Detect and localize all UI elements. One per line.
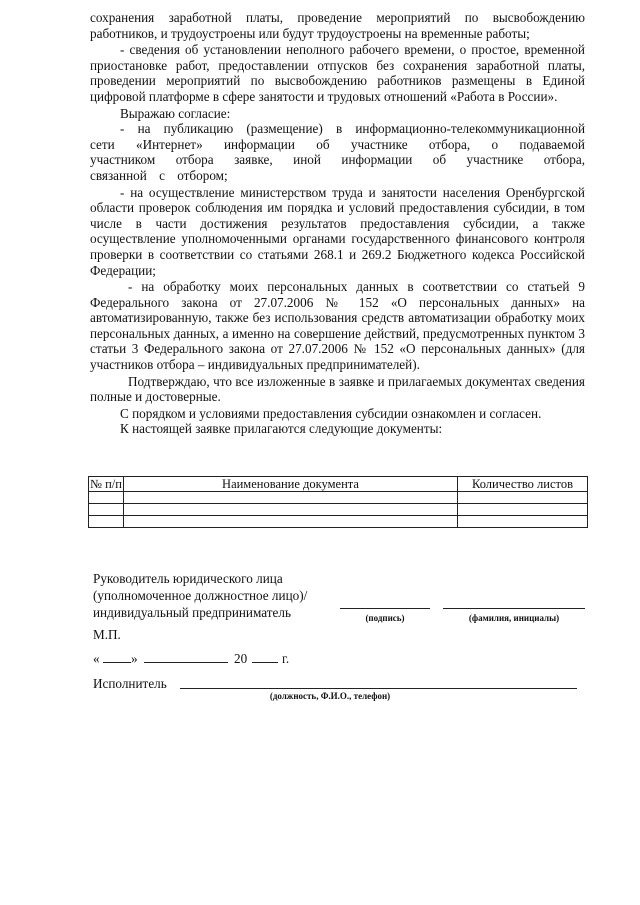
header-document-name: Наименование документа	[124, 477, 458, 492]
year-line	[252, 662, 278, 663]
signature-line	[340, 608, 430, 609]
table-row	[89, 504, 588, 516]
name-line	[443, 608, 585, 609]
day-line	[103, 662, 131, 663]
signature-label-1: Руководитель юридического лица	[93, 571, 283, 586]
date-close-quote: »	[131, 651, 138, 666]
paragraph-salary: сохранения заработной платы, проведение мероприятий по высвобождению работников, и трудоустроены или будут трудоустроены на временные работы;	[90, 10, 585, 41]
month-line	[144, 662, 228, 663]
document-body	[90, 10, 585, 437]
executor-label: Исполнитель	[93, 676, 167, 691]
paragraph-confirmation: Подтверждаю, что все изложенные в заявке и прилагаемых документах сведения полные и достоверные.	[90, 373, 585, 405]
header-sheet-count: Количество листов	[458, 477, 588, 492]
documents-table	[88, 476, 588, 528]
paragraph-consent-inspections: - на осуществление министерством труда и занятости населения Оренбургской области проверок соблюдения им порядка и условий предоставления субсидии, в том числе в части достижения результатов предоставления субсидии, а также осуществление уполномоченными органами государственного финансового контроля проверки в соответствии со статьями 268.1 и 269.2 Бюджетного кодекса Российской Федерации;	[90, 184, 585, 278]
table-row	[89, 492, 588, 504]
signature-label-2: (уполномоченное должностное лицо)/	[93, 588, 308, 603]
caption-executor: (должность, Ф.И.О., телефон)	[269, 691, 391, 701]
table-row	[89, 516, 588, 528]
date-open-quote: «	[93, 651, 100, 666]
paragraph-consent-publication: - на публикацию (размещение) в информационно-телекоммуникационной сети «Интернет» информации об участнике отбора, о подаваемой участником отбора заявке, иной информации об участнике отбора, связанной с отбором;	[90, 121, 585, 183]
year-suffix: г.	[282, 651, 290, 666]
year-prefix: 20	[234, 651, 248, 666]
header-number: № п/п	[90, 477, 122, 491]
paragraph-attachments-heading: К настоящей заявке прилагаются следующие документы:	[120, 421, 443, 437]
signature-label-3: индивидуальный предприниматель	[93, 605, 291, 620]
caption-signature: (подпись)	[365, 613, 405, 623]
executor-line	[180, 688, 577, 689]
paragraph-consent-personal-data: - на обработку моих персональных данных в соответствии со статьей 9 Федерального закона от 27.07.2006 № 152 «О персональных данных» на автоматизированную, также без использования средств автоматизации обработку моих персональных данных, а именно на совершение действий, предусмотренных пунктом 3 статьи 3 Федерального закона от 27.07.2006 № 152 «О персональных данных» (для участников отбора – индивидуальных предпринимателей).	[90, 279, 585, 373]
paragraph-work-time: - сведения об установлении неполного рабочего времени, о простое, временной приостановке работ, предоставлении отпусков без сохранения заработной платы, проведении мероприятий по высвобождению работников размещены в Единой цифровой платформе в сфере занятости и трудовых отношений «Работа в России».	[90, 42, 585, 104]
paragraph-consent-heading: Выражаю согласие:	[120, 105, 231, 121]
table-header-row	[89, 477, 588, 492]
caption-name: (фамилия, инициалы)	[468, 613, 560, 623]
paragraph-acknowledgement: С порядком и условиями предоставления субсидии ознакомлен и согласен.	[120, 405, 542, 421]
stamp-place: М.П.	[93, 627, 121, 642]
